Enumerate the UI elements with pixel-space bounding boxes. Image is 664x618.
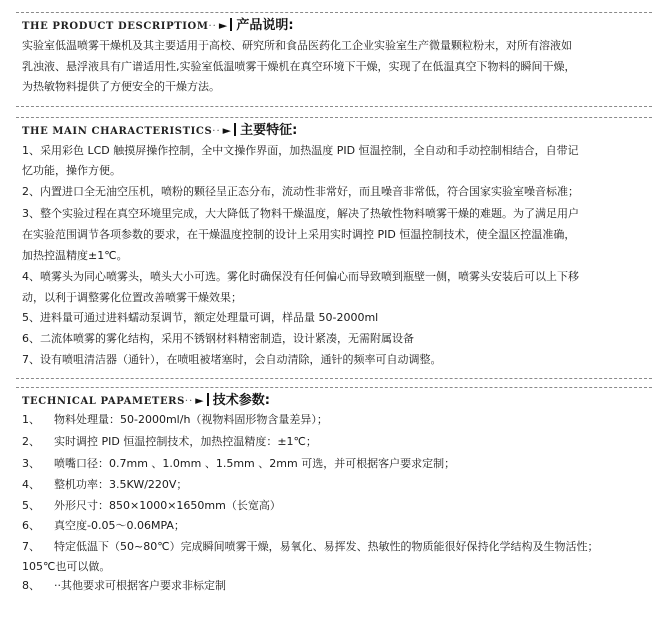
arrow-right-icon: ► (195, 394, 204, 407)
parameter-item (22, 578, 226, 594)
characteristic-line: 7、设有喷咀清洁器（通针），在喷咀被堵塞时，会自动清除，通针的频率可自动调整。 (22, 353, 442, 366)
parameters-heading-en: TECHNICAL PAPAMETERS (22, 396, 185, 407)
parameter-text: 喷嘴口径：0.7mm 、1.0mm 、1.5mm 、2mm 可选，并可根据客户要求定制； (54, 457, 456, 470)
parameter-item (22, 434, 317, 450)
parameter-text: 整机功率：3.5KW/220V； (54, 478, 188, 491)
parameters-heading-dots: ·· (184, 396, 194, 407)
arrow-right-icon: ► (218, 19, 228, 32)
characteristic-line: 在实验范围调节各项参数的要求，在干燥温度控制的设计上采用实时调控 PID 恒温控制技术，使全温区控温准确， (22, 228, 576, 241)
parameter-item (22, 456, 455, 472)
parameters-heading (22, 388, 270, 410)
characteristic-line: 加热控温精度±1℃。 (22, 249, 128, 262)
parameters-heading-zh: 技术参数: (212, 393, 270, 408)
characteristics-heading (22, 118, 297, 140)
characteristic-line: 6、二流体喷雾的雾化结构，采用不锈钢材料精密制造，设计紧凑，无需附属设备 (22, 332, 414, 345)
parameter-text: 真空度-0.05～0.06MPA； (54, 519, 185, 532)
parameter-text: 外形尺寸：850×1000×1650mm（长宽高） (54, 499, 281, 512)
description-heading-dots: ·· (208, 21, 217, 32)
parameter-number: 7、 (22, 540, 40, 553)
parameter-item (22, 559, 110, 575)
parameter-text: 特定低温下（50~80℃）完成瞬间喷雾干燥，易氧化、易挥发、热敏性的物质能很好保持化学结构及生物活性； (54, 540, 599, 553)
characteristics-heading-dots: ·· (212, 126, 221, 137)
parameter-number: 5、 (22, 499, 40, 512)
characteristics-heading-en: THE MAIN CHARACTERISTICS (22, 126, 213, 137)
parameter-text: 物料处理量：50-2000ml/h（视物料固形物含量差异）； (54, 413, 328, 426)
parameter-number: 1、 (22, 413, 40, 426)
description-heading-zh: 产品说明: (236, 18, 294, 33)
parameter-text: ··其他要求可根据客户要求非标定制 (54, 579, 226, 592)
characteristics-heading-zh: 主要特征: (240, 123, 298, 138)
arrow-right-icon: ► (222, 124, 232, 137)
parameter-item (22, 498, 281, 514)
description-line: 实验室低温喷雾干燥机及其主要适用于高校、研究所和食品医药化工企业实验室生产微量颗粒粉末，对所有溶液如 (22, 39, 572, 52)
description-line: 乳浊液、悬浮液具有广谱适用性,实验室低温喷雾干燥机在真空环境下干燥，实现了在低温真空下物料的瞬间干燥， (22, 60, 576, 73)
divider (16, 106, 652, 107)
parameter-item (22, 477, 187, 493)
parameter-item (22, 412, 328, 428)
parameter-item (22, 539, 599, 555)
characteristic-line: 忆功能，操作方便。 (22, 164, 121, 177)
description-line: 为热敏物料提供了方便安全的干燥方法。 (22, 80, 220, 93)
parameter-text: 105℃也可以做。 (22, 560, 111, 573)
parameter-text: 实时调控 PID 恒温控制技术，加热控温精度：±1℃； (54, 435, 317, 448)
characteristic-line: 2、内置进口全无油空压机，喷粉的颗径呈正态分布，流动性非常好，而且噪音非常低，符合国家实验室噪音标准； (22, 185, 579, 198)
description-heading-en: THE PRODUCT DESCRIPTIOM (22, 21, 209, 32)
separator-bar (234, 123, 236, 136)
characteristic-line: 1、采用彩色 LCD 触摸屏操作控制，全中文操作界面，加热温度 PID 恒温控制，全自动和手动控制相结合，自带记 (22, 144, 579, 157)
characteristic-line: 4、喷雾头为同心喷雾头，喷头大小可选。雾化时确保没有任何偏心而导致喷到瓶壁一侧，喷雾头安装后可以上下移 (22, 270, 579, 283)
separator-bar (230, 18, 232, 31)
characteristic-line: 5、进料量可通过进料蠕动泵调节，额定处理量可调，样品量 50-2000ml (22, 311, 379, 324)
characteristic-line: 3、整个实验过程在真空环境里完成，大大降低了物料干燥温度，解决了热敏性物料喷雾干燥的难题。为了满足用户 (22, 207, 579, 220)
parameter-number: 3、 (22, 457, 40, 470)
parameter-number: 6、 (22, 519, 40, 532)
divider (16, 378, 652, 379)
parameter-number: 2、 (22, 435, 40, 448)
description-heading (22, 13, 294, 35)
parameter-number: 4、 (22, 478, 40, 491)
characteristic-line: 动，以利于调整雾化位置改善喷雾干燥效果； (22, 291, 242, 304)
separator-bar (207, 393, 209, 406)
parameter-number: 8、 (22, 579, 40, 592)
parameter-item (22, 518, 185, 534)
